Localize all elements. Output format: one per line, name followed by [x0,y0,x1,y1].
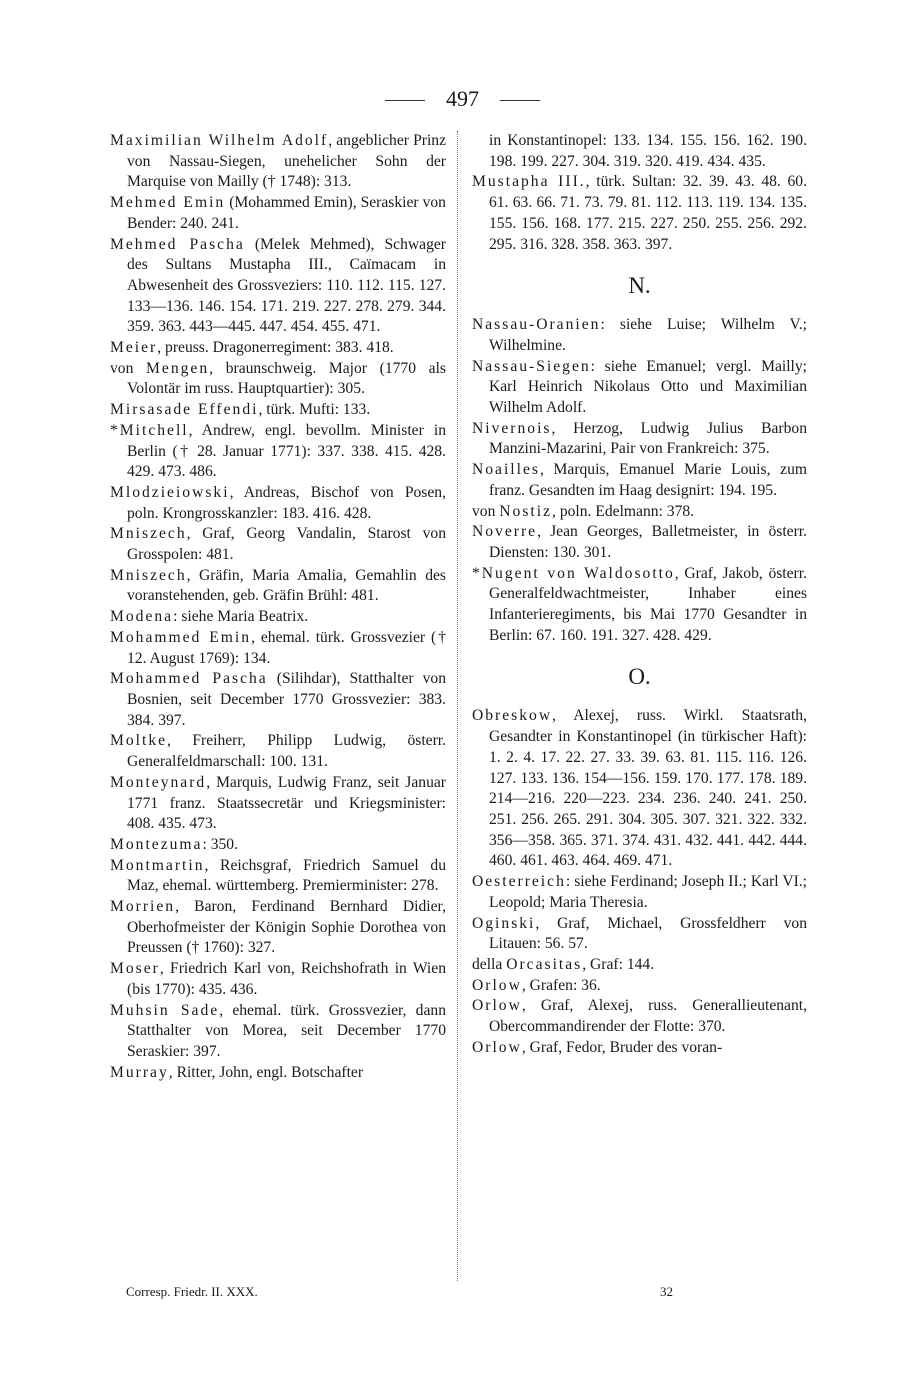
entry-term: Noailles [472,461,540,479]
entry-term: Mirsasade Effendi [110,401,259,419]
index-entry [110,524,446,565]
index-entry [472,564,807,647]
entry-text: , Marquis, Emanuel Marie Louis, zum franz. Gesandten im Haag designirt: 194. 195. [489,461,807,499]
entry-text: , Jean Georges, Balletmeister, in österr. Diensten: 130. 301. [489,523,807,561]
entry-term: Mniszech [110,525,187,543]
entry-term: Noverre [472,523,538,541]
index-entry [472,172,807,255]
entry-term: Mustapha III. [472,173,586,191]
entry-text: , braunschweig. Major (1770 als Volontär im russ. Hauptquartier): 305. [127,359,446,398]
entry-text: , Graf: 144. [582,955,655,973]
entry-term: Mohammed Emin [110,628,252,646]
footer-signature: Corresp. Friedr. II. XXX. [126,1284,258,1299]
entry-text: , Marquis, Ludwig Franz, seit Januar 1771 franz. Staatssecretär und Kriegsminister: 408. 435. 473. [127,773,446,833]
entry-text: , Graf, Georg Vandalin, Starost von Grosspolen: 481. [127,525,446,564]
header-rule-right [500,100,540,101]
entry-prefix: della [472,955,507,973]
entry-term: Mengen [146,359,210,377]
index-entry [472,419,807,460]
index-entry [472,357,807,419]
entry-term: Mlodzieiowski [110,483,230,501]
entry-term: Meier [110,339,158,357]
index-entry [472,976,807,997]
index-entry [110,607,446,628]
entry-text: , Graf, Alexej, russ. Generallieutenant, Obercommandirender der Flotte: 370. [489,997,807,1036]
entry-text: , preuss. Dragonerregiment: 383. 418. [157,339,394,357]
entry-text: , Reichsgraf, Friedrich Samuel du Maz, ehemal. württemberg. Premierminister: 278. [127,856,446,895]
entry-term: Nassau-Oranien [472,316,601,334]
index-entry [110,566,446,607]
index-entry [110,1001,446,1063]
entry-text: , Graf, Jakob, österr. Generalfeldwachtmeister, Inhaber eines Infanterieregiments, bis Mai 1770 Gesandter in Berlin: 67. 160. 191. 327. 428. 429. [489,564,807,644]
entry-term: Modena [110,608,174,626]
entry-term: Nassau-Siegen [472,357,591,375]
footer-sheet-number: 32 [660,1284,673,1299]
entry-term: *Nugent von Waldosotto [472,564,675,582]
entries-m-continued [472,131,807,255]
entries-n [472,315,807,646]
entry-term: Mehmed Pascha [110,235,245,253]
index-entry [110,856,446,897]
entry-prefix: von [110,359,147,377]
entry-term: Muhsin Sade [110,1001,220,1019]
page-header [0,86,900,116]
entry-text: , Grafen: 36. [521,976,601,994]
index-entry [472,996,807,1037]
entry-term: Nivernois [472,419,552,437]
entry-term: Obreskow [472,707,553,725]
entry-term: Orlow [472,1038,522,1056]
entry-text: (Mohammed Emin), Seraskier von Bender: 240. 241. [127,194,446,232]
header-rule-left [385,100,425,101]
index-entry [110,835,446,856]
section-heading-n: N. [628,273,651,299]
index-entry [110,731,446,772]
entry-text: (Silihdar), Statthalter von Bosnien, seit December 1770 Grossvezier: 383. 384. 397. [127,670,446,729]
column-divider [457,131,458,1281]
index-entry [472,522,807,563]
entry-text: , Friedrich Karl von, Reichshofrath in Wien (bis 1770): 435. 436. [127,960,446,998]
entry-term: Nostiz [499,502,553,520]
index-entry [472,315,807,356]
entry-text: , Herzog, Ludwig Julius Barbon Manzini-Mazarini, Pair von Frankreich: 375. [489,419,807,458]
entry-text: , angeblicher Prinz von Nassau-Siegen, unehelicher Sohn der Marquise von Mailly († 1748): 313. [127,132,447,191]
section-heading-o: O. [628,664,651,690]
entry-text: , ehemal. türk. Grossvezier († 12. August 1769): 134. [127,628,446,667]
entry-text: , Graf, Fedor, Bruder des voran- [521,1038,723,1056]
left-column [110,131,446,1083]
index-entry [110,193,446,234]
index-entry [472,1038,807,1059]
index-entry [472,502,807,523]
entry-text: , poln. Edelmann: 378. [552,502,695,520]
entry-text: , Graf, Michael, Grossfeldherr von Litauen: 56. 57. [489,914,807,953]
entry-term: Orlow [472,976,522,994]
entry-text: , Andrew, engl. bevollm. Minister in Berlin († 28. Januar 1771): 337. 338. 415. 428. 429. 473. 486. [127,421,446,481]
entry-term: Oginski [472,914,536,932]
index-entry [110,359,446,400]
entry-term: Moser [110,960,160,978]
entry-term: Mohammed Pascha [110,670,268,688]
entry-text: , Baron, Ferdinand Bernhard Didier, Oberhofmeister der Königin Sophie Dorothea von Preussen († 1760): 327. [127,898,446,957]
entries-o [472,706,807,1058]
entry-text: , Alexej, russ. Wirkl. Staatsrath, Gesandter in Konstantinopel (in türkischer Haft): 1. 2. 4. 17. 22. 27. 33. 39. 63. 81. 115. 116. 126. 127. 133. 136. 154—156. 159. 170. 177. 178. 189. 214—216. 220—223. 234. 236. 240. 241. 250. 251. 256. 265. 291. 304. 305. 307. 321. 322. 332. 356—358. 365. 371. 374. 431. 432. 441. 442. 444. 460. 461. 463. 464. 469. 471. [489,707,807,870]
page-number: 497 [446,86,479,111]
entry-term: Mehmed Emin [110,194,226,212]
index-entry [472,460,807,501]
index-entry [110,959,446,1000]
entry-text: , ehemal. türk. Grossvezier, dann Statthalter von Morea, seit December 1770 Seraskier: 397. [127,1001,446,1060]
entry-text: : siehe Luise; Wilhelm V.; Wilhelmine. [489,316,807,354]
index-entry [110,483,446,524]
entry-term: Murray [110,1063,169,1081]
entry-text: : siehe Emanuel; vergl. Mailly; Karl Heinrich Nikolaus Otto und Maximilian Wilhelm Adolf. [489,357,807,417]
index-entry [472,131,807,172]
index-entry [110,669,446,731]
index-entry [472,706,807,872]
entry-term: Monteynard [110,773,207,791]
index-entry [110,235,446,339]
index-entry [472,955,807,976]
entry-text: , türk. Sultan: 32. 39. 43. 48. 60. 61. 63. 66. 71. 73. 79. 81. 112. 113. 119. 134. 135. 155. 156. 168. 177. 215. 227. 250. 255. 256. 292. 295. 316. 328. 358. 363. 397. [489,173,808,253]
entry-text: (Melek Mehmed), Schwager des Sultans Mustapha III., Caïmacam in Abwesenheit des Grossveziers: 110. 112. 115. 127. 133—136. 146. 154. 171. 219. 227. 278. 279. 344. 359. 363. 443—445. 447. 454. 455. 471. [127,235,446,336]
right-column [472,131,807,1058]
entry-term: Montmartin [110,856,205,874]
index-entry [110,773,446,835]
entry-text: , Gräfin, Maria Amalia, Gemahlin des voranstehenden, geb. Gräfin Brühl: 481. [127,566,446,605]
index-entry [110,1063,446,1084]
entry-text: : siehe Ferdinand; Joseph II.; Karl VI.; Leopold; Maria Theresia. [489,873,807,911]
index-entry [110,628,446,669]
entry-text: : 350. [202,835,239,853]
index-entry [110,400,446,421]
entry-term: Orlow [472,997,522,1015]
index-entry [472,914,807,955]
entry-prefix: von [472,502,500,520]
entry-term: Moltke [110,732,168,750]
entry-term: Oesterreich [472,873,566,891]
entry-text: , Ritter, John, engl. Botschafter [168,1063,364,1081]
index-entry [472,872,807,913]
entry-term: Montezuma [110,835,203,853]
entry-text: : siehe Maria Beatrix. [173,608,309,626]
entry-text: , türk. Mufti: 133. [258,401,371,419]
index-entry [110,131,446,193]
index-entry [110,421,446,483]
entry-text: , Andreas, Bischof von Posen, poln. Krongrosskanzler: 183. 416. 428. [127,483,446,522]
entry-term: Morrien [110,898,176,916]
index-entry [110,897,446,959]
entry-text: , Freiherr, Philipp Ludwig, österr. Generalfeldmarschall: 100. 131. [127,732,446,771]
entry-term: Orcasitas [506,955,583,973]
entry-text: in Konstantinopel: 133. 134. 155. 156. 162. 190. 198. 199. 227. 304. 319. 320. 419. 434. 435. [489,132,807,170]
entry-term: Maximilian Wilhelm Adolf [110,132,329,149]
entry-term: *Mitchell [110,421,189,439]
index-entry [110,338,446,359]
entry-term: Mniszech [110,566,187,584]
